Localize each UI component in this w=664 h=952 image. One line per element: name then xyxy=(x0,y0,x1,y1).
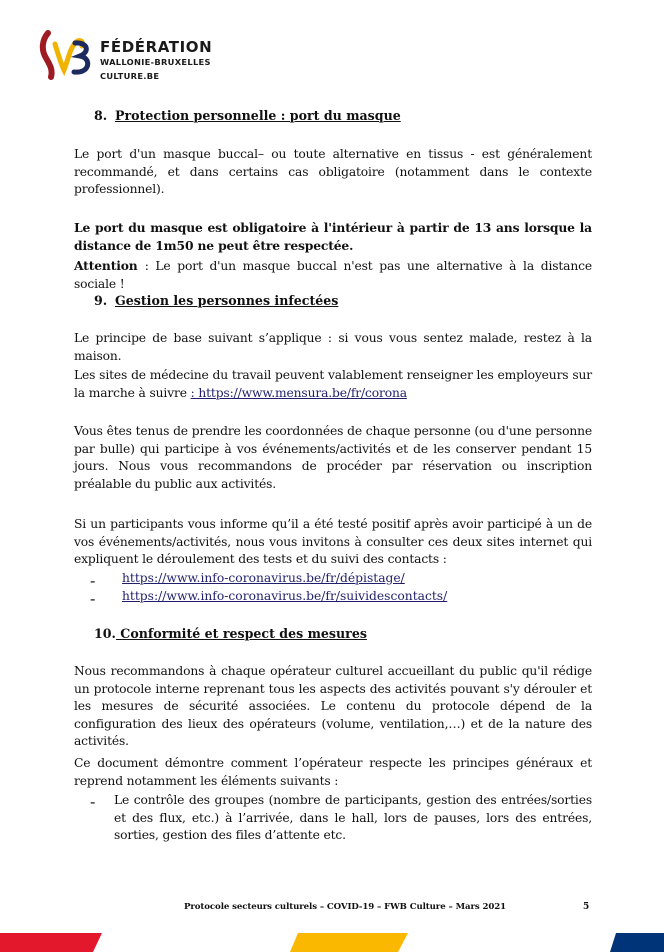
red-stripe xyxy=(0,933,102,952)
suivi-contacts-link[interactable]: https://www.info-coronavirus.be/fr/suividescontacts/ xyxy=(122,589,448,603)
attention-note xyxy=(74,257,592,293)
footer-stripes xyxy=(0,932,664,952)
paragraph: Le principe de base suivant s’applique : si vous vous sentez malade, restez à la maison. xyxy=(74,331,592,363)
bullet-marker: - xyxy=(90,571,96,590)
attention-label: Attention xyxy=(74,258,145,273)
bullet-marker: - xyxy=(90,589,96,608)
paragraph: Le port d'un masque buccal– ou toute alternative en tissus - est généralement recommandé, et dans certains cas obligatoire (notamment dans le contexte professionnel). xyxy=(74,147,592,197)
paragraph: Nous recommandons à chaque opérateur culturel accueillant du public qu'il rédige un protocole interne reprenant tous les aspects des activités pouvant s'y dérouler et les mesures de sécurité associées. Le contenu du protocole dépend de la configuration des lieux des opérateurs (volume, ventilation,…) et de la nature des activités. xyxy=(74,664,592,749)
section-number: 10. xyxy=(94,626,116,641)
attention-text: Attention : Le port d'un masque buccal n'est pas une alternative à la distance sociale ! xyxy=(74,258,592,291)
navy-stripe xyxy=(610,933,664,952)
section-title: Gestion les personnes infectées xyxy=(115,293,339,308)
fwb-logo xyxy=(38,30,238,82)
section-9-heading xyxy=(94,293,338,308)
logo-title: FÉDÉRATION xyxy=(100,38,213,56)
section-8-heading xyxy=(94,108,401,123)
yellow-stripe xyxy=(290,933,408,952)
depistage-link[interactable]: https://www.info-coronavirus.be/fr/dépistage/ xyxy=(122,571,405,585)
section-10-heading xyxy=(94,626,367,641)
paragraph-bold: Le port du masque est obligatoire à l'intérieur à partir de 13 ans lorsque la distance de 1m50 ne peut être respectée. xyxy=(74,220,592,253)
paragraph: Ce document démontre comment l’opérateur respecte les principes généraux et reprend notamment les éléments suivants : xyxy=(74,756,592,788)
footer-text: Protocole secteurs culturels – COVID-19 – FWB Culture – Mars 2021 xyxy=(184,902,507,912)
paragraph: Vous êtes tenus de prendre les coordonnées de chaque personne (ou d'une personne par bulle) qui participe à vos événements/activités et de les conserver pendant 15 jours. Nous vous recommandons de procéder par réservation ou inscription préalable du public aux activités. xyxy=(74,424,592,491)
logo-site: CULTURE.BE xyxy=(100,71,160,81)
paragraph-mensura xyxy=(74,367,592,402)
logo-subtitle: WALLONIE-BRUXELLES xyxy=(100,57,211,67)
section-title: Conformité et respect des mesures xyxy=(115,626,367,641)
paragraph-text: Les sites de médecine du travail peuvent valablement renseigner les employeurs sur la marche à suivre xyxy=(74,368,592,400)
fwb-logo-icon xyxy=(38,30,94,80)
page-number: 5 xyxy=(583,902,590,912)
paragraph: Si un participants vous informe qu’il a été testé positif après avoir participé à un de vos événements/activités, nous vous invitons à consulter ces deux sites internet qui expliquent le déroulement des tests et du suivi des contacts : xyxy=(74,517,592,567)
section-number: 9. xyxy=(94,293,108,308)
section-number: 8. xyxy=(94,108,108,123)
list-item: Le contrôle des groupes (nombre de participants, gestion des entrées/sorties et des flux, etc.) à l’arrivée, dans le hall, lors de pauses, lors des entrées, sorties, gestion des files d’attente etc. xyxy=(114,793,592,843)
bullet-marker: - xyxy=(90,792,96,811)
mensura-link[interactable]: : https://www.mensura.be/fr/corona xyxy=(190,385,407,400)
section-title: Protection personnelle : port du masque xyxy=(115,108,401,123)
